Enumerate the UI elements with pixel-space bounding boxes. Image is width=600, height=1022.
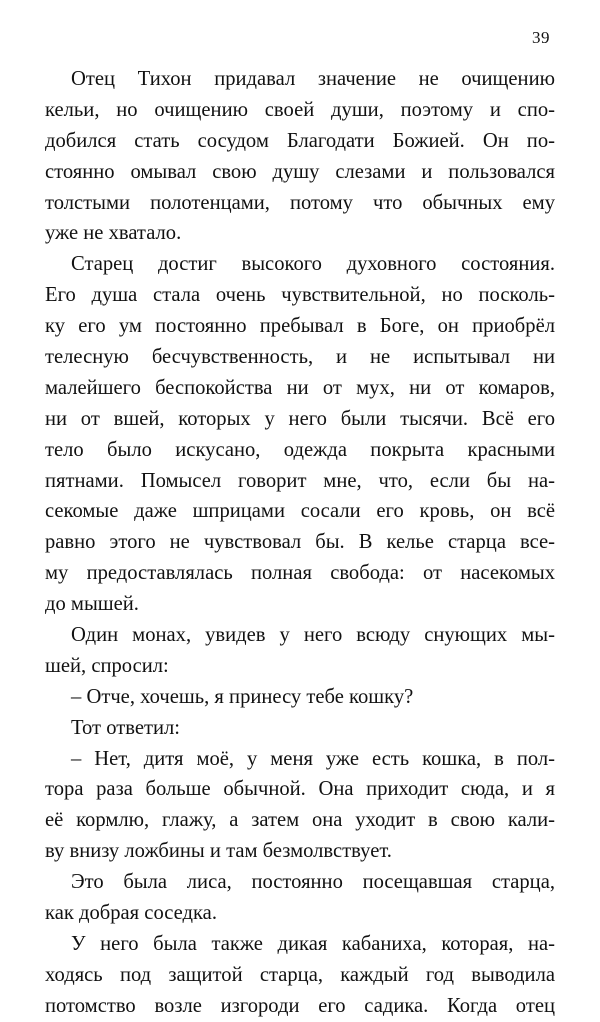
- text-line: Тот ответил:: [71, 716, 180, 739]
- text-line: ку его ум постоянно пребывал в Боге, он приобрёл: [45, 315, 555, 338]
- text-line: ходясь под защитой старца, каждый год выводила: [45, 963, 555, 986]
- text-line: тора раза больше обычной. Она приходит сюда, и я: [45, 778, 555, 801]
- text-line: как добрая соседка.: [45, 902, 217, 925]
- text-line: кельи, но очищению своей души, поэтому и спо-: [45, 98, 555, 121]
- text-line: – Нет, дитя моё, у меня уже есть кошка, в пол-: [71, 747, 555, 770]
- text-line: ву внизу ложбины и там безмолвствует.: [45, 840, 392, 863]
- text-line: потомство возле изгороди его садика. Когда отец: [45, 994, 555, 1017]
- text-line: – Отче, хочешь, я принесу тебе кошку?: [71, 685, 414, 708]
- text-line: му предоставлялась полная свобода: от насекомых: [45, 562, 555, 585]
- text-line: Старец достиг высокого духовного состояния.: [71, 253, 555, 276]
- text-line: Отец Тихон придавал значение не очищению: [71, 68, 555, 90]
- page-number: 39: [532, 28, 550, 47]
- text-line: её кормлю, глажу, а затем она уходит в свою кали-: [45, 809, 555, 832]
- text-line: добился стать сосудом Благодати Божией. Он по-: [45, 129, 555, 152]
- body-text: [45, 64, 555, 1022]
- text-line: малейшего беспокойства ни от мух, ни от комаров,: [45, 376, 555, 399]
- text-line: толстыми полотенцами, потому что обычных ему: [45, 191, 555, 214]
- text-line: пятнами. Помысел говорит мне, что, если бы на-: [45, 469, 555, 492]
- text-line: телесную бесчувственность, и не испытывал ни: [45, 346, 555, 369]
- text-line: до мышей.: [45, 593, 139, 616]
- text-line: стоянно омывал свою душу слезами и пользовался: [45, 160, 555, 183]
- text-line: уже не хватало.: [45, 222, 182, 245]
- text-line: Его душа стала очень чувствительной, но посколь-: [45, 284, 555, 307]
- text-line: У него была также дикая кабаниха, которая, на-: [71, 932, 555, 955]
- text-line: ни от вшей, которых у него были тысячи. Всё его: [45, 407, 555, 430]
- text-line: равно этого не чувствовал бы. В келье старца все-: [45, 531, 555, 554]
- text-line: Это была лиса, постоянно посещавшая старца,: [71, 871, 555, 894]
- text-line: секомые даже шприцами сосали его кровь, он всё: [45, 500, 555, 523]
- text-line: Один монах, увидев у него всюду снующих мы-: [71, 624, 555, 647]
- text-line: тело было искусано, одежда покрыта красными: [45, 438, 555, 461]
- text-line: шей, спросил:: [45, 654, 169, 677]
